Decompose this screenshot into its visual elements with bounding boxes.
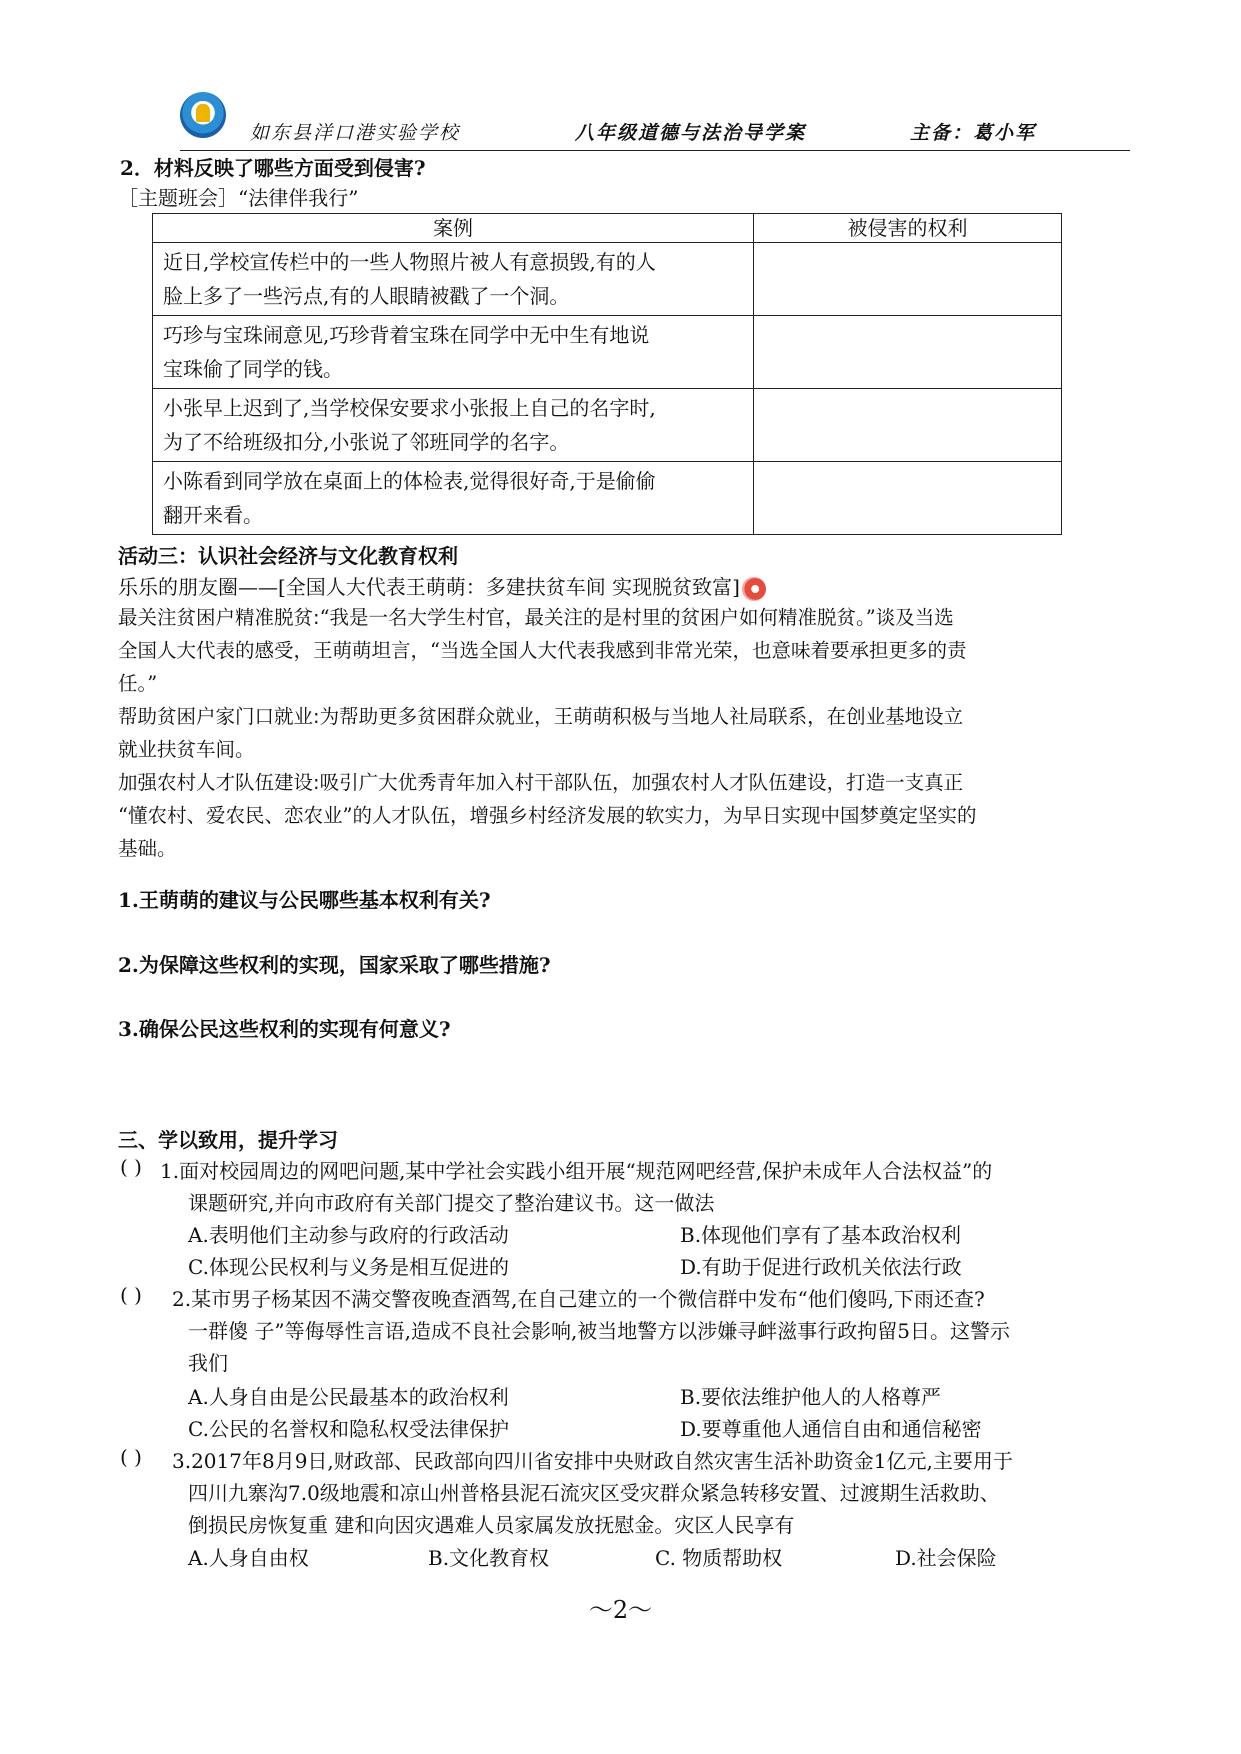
swirl-icon bbox=[742, 577, 766, 601]
rights-cell[interactable] bbox=[754, 462, 1062, 535]
rights-cell[interactable] bbox=[754, 316, 1062, 389]
option-b[interactable]: B.要依法维护他人的人格尊严 bbox=[680, 1385, 942, 1409]
option-a[interactable]: A.表明他们主动参与政府的行政活动 bbox=[188, 1223, 509, 1247]
case-line: 小陈看到同学放在桌面上的体检表,觉得很好奇,于是偷偷 bbox=[163, 469, 656, 493]
option-a[interactable]: A.人身自由权 bbox=[188, 1546, 309, 1570]
case-line: 巧珍与宝珠闹意见,巧珍背着宝珠在同学中无中生有地说 bbox=[163, 323, 650, 347]
header-author: 主备：葛小军 bbox=[910, 122, 1037, 144]
activity3-title: 活动三：认识社会经济与文化教育权利 bbox=[118, 544, 458, 568]
column-header-rights: 被侵害的权利 bbox=[754, 214, 1062, 243]
question-stem: 四川九寨沟7.0级地震和凉山州普格县泥石流灾区受灾群众紧急转移安置、过渡期生活救助、 bbox=[188, 1481, 1000, 1505]
paragraph-lead: 加强农村人才队伍建设: bbox=[118, 771, 320, 794]
paragraph-line: 为帮助更多贫困群众就业，王萌萌积极与当地人社局联系，在创业基地设立 bbox=[319, 705, 964, 728]
case-line: 小张早上迟到了,当学校保安要求小张报上自己的名字时, bbox=[163, 396, 656, 420]
option-a[interactable]: A.人身自由是公民最基本的政治权利 bbox=[188, 1385, 509, 1409]
case-cell bbox=[153, 389, 754, 462]
paragraph-line: 任。” bbox=[118, 672, 158, 695]
rights-cell[interactable] bbox=[754, 243, 1062, 316]
case-line: 翻开来看。 bbox=[163, 503, 263, 527]
school-logo-icon bbox=[180, 92, 226, 138]
paragraph-line: 基础。 bbox=[118, 837, 177, 860]
question-stem: 一群傻 子”等侮辱性言语,造成不良社会影响,被当地警方以涉嫌寻衅滋事行政拘留5日。这警示 bbox=[188, 1319, 1011, 1343]
paragraph-lead: 帮助贫困户家门口就业: bbox=[118, 705, 320, 728]
option-c[interactable]: C. 物质帮助权 bbox=[655, 1546, 783, 1570]
paragraph-poverty bbox=[118, 601, 1118, 700]
question-stem: 课题研究,并向市政府有关部门提交了整治建议书。这一做法 bbox=[188, 1191, 715, 1215]
rights-cell[interactable] bbox=[754, 389, 1062, 462]
table-row bbox=[153, 462, 1062, 535]
paragraph-line: “我是一名大学生村官，最关注的是村里的贫困户如何精准脱贫。”谈及当选 bbox=[319, 606, 954, 629]
case-line: 脸上多了一些污点,有的人眼睛被戳了一个洞。 bbox=[163, 284, 570, 308]
case-line: 宝珠偷了同学的钱。 bbox=[163, 357, 343, 381]
case-table bbox=[152, 213, 1062, 535]
case-line: 为了不给班级扣分,小张说了邻班同学的名字。 bbox=[163, 430, 570, 454]
option-c[interactable]: C.体现公民权利与义务是相互促进的 bbox=[188, 1255, 509, 1279]
case-line: 近日,学校宣传栏中的一些人物照片被人有意损毁,有的人 bbox=[163, 250, 656, 274]
page-number: ～2～ bbox=[588, 1596, 653, 1624]
column-header-case: 案例 bbox=[153, 214, 754, 243]
paragraph-line: 就业扶贫车间。 bbox=[118, 738, 255, 761]
case-cell bbox=[153, 316, 754, 389]
option-b[interactable]: B.文化教育权 bbox=[428, 1546, 550, 1570]
question-stem: 倒损民房恢复重 建和向因灾遇难人员家属发放抚慰金。灾区人民享有 bbox=[188, 1513, 795, 1537]
paragraph-lead: 最关注贫困户精准脱贫: bbox=[118, 606, 320, 629]
moments-text: 乐乐的朋友圈——[全国人大代表王萌萌：多建扶贫车间 实现脱贫致富] bbox=[118, 575, 740, 599]
paragraph-employment bbox=[118, 700, 1118, 766]
activity3-question-2: 2.为保障这些权利的实现，国家采取了哪些措施? bbox=[118, 953, 551, 977]
answer-blank[interactable]: ( ) bbox=[120, 1445, 142, 1469]
table-row bbox=[153, 243, 1062, 316]
answer-blank[interactable]: ( ) bbox=[120, 1283, 142, 1307]
option-d[interactable]: D.社会保险 bbox=[895, 1546, 997, 1570]
option-d[interactable]: D.要尊重他人通信自由和通信秘密 bbox=[680, 1417, 982, 1441]
table-header-row bbox=[153, 214, 1062, 243]
paragraph-line: “懂农村、爱农民、恋农业”的人才队伍，增强乡村经济发展的软实力，为早日实现中国梦奠定坚实的 bbox=[118, 804, 977, 827]
question-stem: 1.面对校园周边的网吧问题,某中学社会实践小组开展“规范网吧经营,保护未成年人合法权益”的 bbox=[160, 1159, 993, 1183]
paragraph-line: 全国人大代表的感受，王萌萌坦言，“当选全国人大代表我感到非常光荣，也意味着要承担更多的责 bbox=[118, 639, 967, 662]
question-stem: 我们 bbox=[188, 1351, 228, 1375]
activity3-question-3: 3.确保公民这些权利的实现有何意义? bbox=[118, 1017, 451, 1041]
case-cell bbox=[153, 462, 754, 535]
table-row bbox=[153, 316, 1062, 389]
paragraph-talent bbox=[118, 766, 1118, 865]
table-row bbox=[153, 389, 1062, 462]
case-cell bbox=[153, 243, 754, 316]
theme-meeting-title: ［主题班会］“法律伴我行” bbox=[118, 186, 359, 210]
option-c[interactable]: C.公民的名誉权和隐私权受法律保护 bbox=[188, 1417, 509, 1441]
section2-question: 2．材料反映了哪些方面受到侵害? bbox=[120, 156, 426, 180]
section3-title: 三、学以致用，提升学习 bbox=[118, 1128, 338, 1152]
option-d[interactable]: D.有助于促进行政机关依法行政 bbox=[680, 1255, 962, 1279]
activity3-question-1: 1.王萌萌的建议与公民哪些基本权利有关? bbox=[118, 888, 491, 912]
moments-line bbox=[118, 571, 766, 601]
header-school: 如东县洋口港实验学校 bbox=[250, 122, 461, 144]
question-stem: 3.2017年8月9日,财政部、民政部向四川省安排中央财政自然灾害生活补助资金1亿元,主要用于 bbox=[172, 1449, 1013, 1473]
page-header bbox=[180, 108, 1130, 151]
paragraph-line: 吸引广大优秀青年加入村干部队伍，加强农村人才队伍建设，打造一支真正 bbox=[319, 771, 964, 794]
answer-blank[interactable]: ( ) bbox=[120, 1155, 142, 1179]
option-b[interactable]: B.体现他们享有了基本政治权利 bbox=[680, 1223, 962, 1247]
question-stem: 2.某市男子杨某因不满交警夜晚查酒驾,在自己建立的一个微信群中发布“他们傻吗,下雨还查? bbox=[172, 1287, 985, 1311]
header-course: 八年级道德与法治导学案 bbox=[575, 122, 807, 144]
